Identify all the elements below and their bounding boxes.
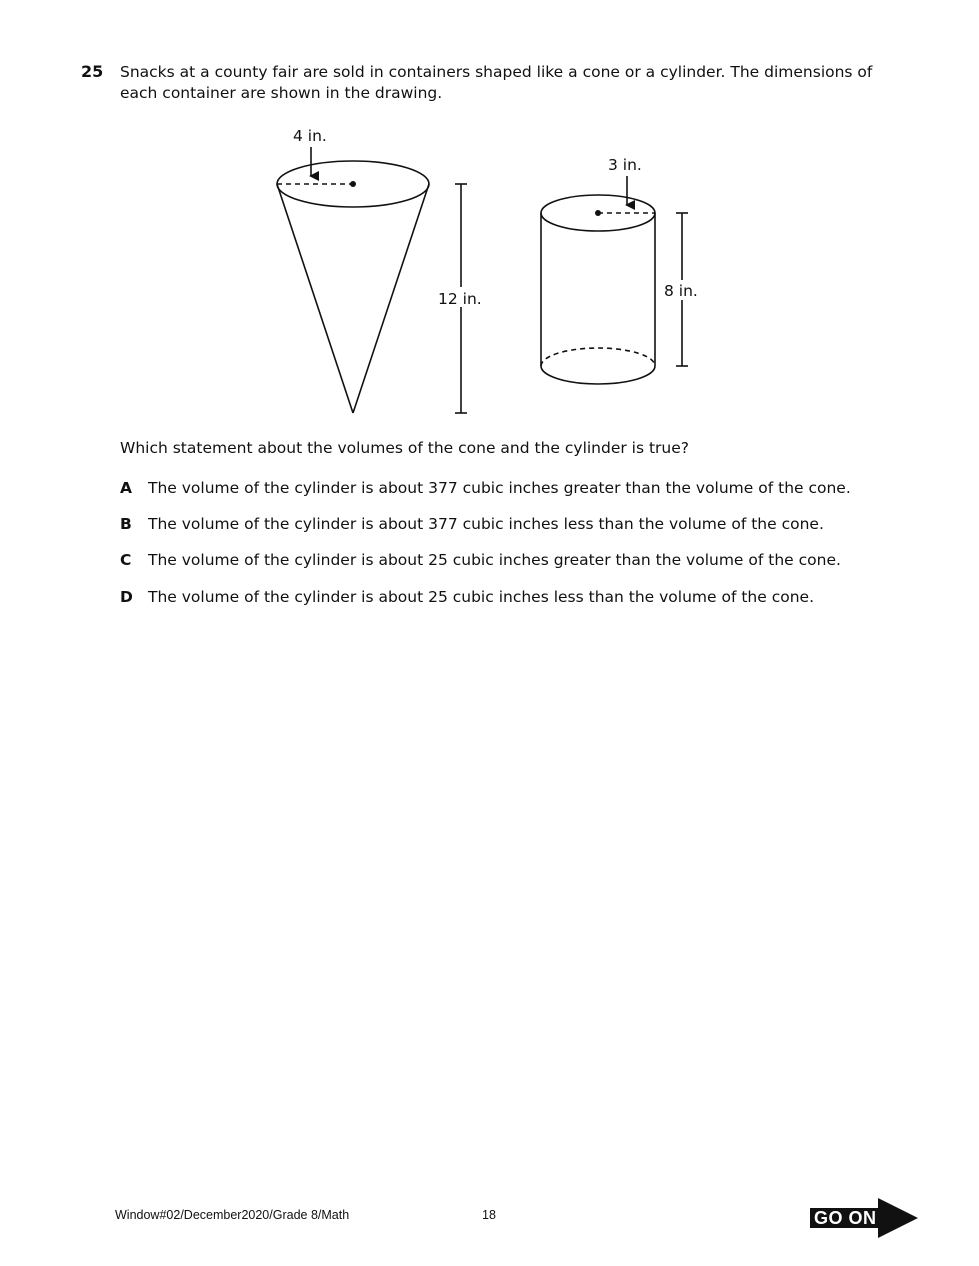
footer-document-id: Window#02/December2020/Grade 8/Math bbox=[115, 1208, 350, 1222]
choice-text: The volume of the cylinder is about 377 cubic inches less than the volume of the cone. bbox=[148, 515, 824, 533]
go-on-label: GO ON bbox=[810, 1208, 881, 1228]
go-on-indicator bbox=[810, 1198, 920, 1238]
choice-b[interactable] bbox=[120, 515, 824, 533]
choice-d[interactable] bbox=[120, 588, 814, 606]
question-number: 25 bbox=[81, 62, 104, 81]
cone-center-dot bbox=[350, 181, 356, 187]
choice-letter: A bbox=[120, 479, 132, 497]
choice-c[interactable] bbox=[120, 551, 841, 569]
cylinder-bottom-front bbox=[541, 366, 655, 384]
choice-a[interactable] bbox=[120, 479, 851, 497]
choice-text: The volume of the cylinder is about 377 cubic inches greater than the volume of the cone. bbox=[148, 479, 851, 497]
choice-letter: D bbox=[120, 588, 133, 606]
cylinder-radius-label: 3 in. bbox=[608, 156, 642, 174]
choice-text: The volume of the cylinder is about 25 cubic inches greater than the volume of the cone. bbox=[148, 551, 841, 569]
footer-page-number: 18 bbox=[482, 1208, 496, 1222]
cone-left-side bbox=[277, 184, 353, 413]
cylinder-height-label: 8 in. bbox=[664, 282, 698, 300]
question-text: Snacks at a county fair are sold in containers shaped like a cone or a cylinder. The dimensions of each container are shown in the drawing. bbox=[120, 63, 873, 102]
choice-text: The volume of the cylinder is about 25 cubic inches less than the volume of the cone. bbox=[148, 588, 815, 606]
containers-figure bbox=[0, 0, 979, 440]
choice-letter: C bbox=[120, 551, 132, 569]
question-prompt: Which statement about the volumes of the cone and the cylinder is true? bbox=[120, 439, 690, 457]
choice-letter: B bbox=[120, 515, 132, 533]
cone-radius-label: 4 in. bbox=[293, 127, 327, 145]
cone-diagram bbox=[277, 147, 467, 413]
cylinder-bottom-back-hidden bbox=[541, 348, 655, 366]
cone-height-label: 12 in. bbox=[438, 290, 482, 308]
cylinder-center-dot bbox=[595, 210, 601, 216]
cone-right-side bbox=[353, 184, 429, 413]
